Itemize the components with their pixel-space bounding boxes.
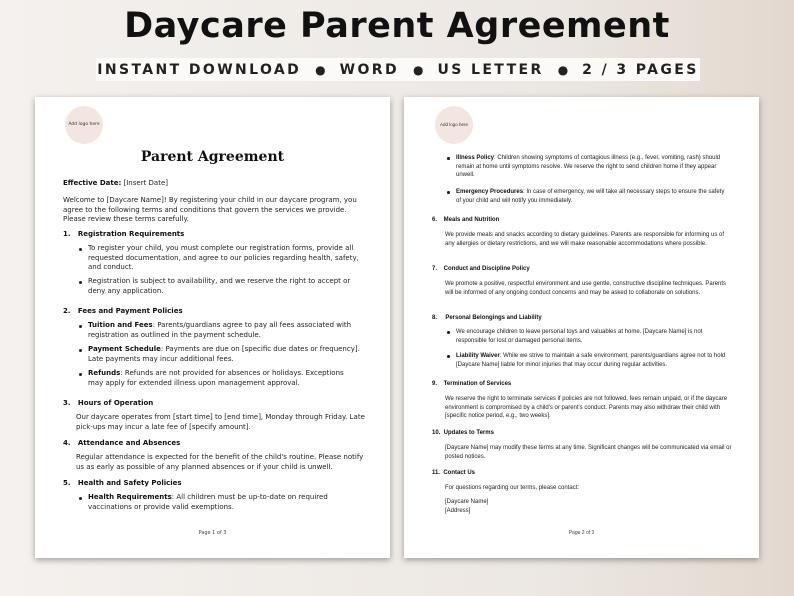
- list-item: [88, 493, 360, 512]
- contact-name: [Daycare Name]: [445, 499, 489, 505]
- list-item: To register your child, you must complete our registration forms, provide all requested documentation, and agree to our policies regarding health, safety, and conduct.: [88, 244, 359, 271]
- bullet-icon: [447, 157, 450, 160]
- section-text: Our daycare operates from [start time] to [end time], Monday through Friday. Late pick-ups may incur a late fee of [specify amount].: [76, 413, 365, 431]
- list-item-text: : Refunds are not provided for absences or holidays. Exceptions may apply for extended illness upon management approval.: [88, 369, 344, 387]
- section-title: 4. Attendance and Absences: [63, 439, 181, 447]
- section-text: We promote a positive, respectful environment and use gentle, constructive discipline techniques. Parents will be informed of any ongoing conduct concerns and may be asked to collaborate on solutions.: [445, 281, 727, 296]
- list-item-label: Liability Waiver: [456, 353, 500, 359]
- list-item: [88, 345, 360, 364]
- document-title: Parent Agreement: [140, 149, 285, 165]
- section-title: 11. Contact Us: [432, 470, 476, 476]
- page-footer: Page 2 of 3: [568, 530, 595, 536]
- list-item: [456, 154, 731, 180]
- list-item-label: Refunds: [88, 369, 121, 377]
- section-title: 8. Personal Belongings and Liability: [432, 315, 542, 321]
- effective-date-value: [Insert Date]: [121, 179, 169, 187]
- logo-placeholder: Add logo here: [435, 106, 473, 144]
- page-footer: Page 1 of 3: [198, 530, 227, 536]
- section-title: 3. Hours of Operation: [63, 399, 154, 407]
- section-text: We reserve the right to terminate services if policies are not followed, fees remain unpaid, or if the daycare environment is compromised by a child's or parent's conduct. Parents may also withdraw their child with [specific notice period, e.g., two weeks].: [445, 396, 728, 419]
- section-title: 10. Updates to Terms: [432, 430, 494, 436]
- section-text: Regular attendance is expected for the benefit of the child's routine. Please notify us as early as possible of any planned absences or if your child is unwell.: [76, 453, 364, 471]
- bullet-icon: [79, 281, 82, 284]
- section-title: 7. Conduct and Discipline Policy: [432, 266, 530, 272]
- section-title: 1. Registration Requirements: [63, 230, 185, 238]
- section-title: 6. Meals and Nutrition: [432, 217, 500, 223]
- bullet-icon: [447, 355, 450, 358]
- list-item-text: : Payments are due on [specific due dates or frequency]. Late payments may incur additional fees.: [88, 345, 360, 363]
- bullet-icon: [79, 349, 82, 352]
- logo-placeholder: Add logo here: [65, 106, 103, 144]
- effective-date-label: Effective Date:: [63, 179, 122, 187]
- document-page-1: [35, 97, 390, 558]
- list-item-text: : While we strive to maintain a safe environment, parents/guardians agree not to hold [Daycare Name] liable for minor injuries that may occur during regular activities.: [456, 353, 726, 368]
- bullet-icon: [447, 191, 450, 194]
- bullet-dot-icon: ●: [557, 62, 569, 77]
- list-item-label: Health Requirements: [88, 493, 172, 501]
- headline: Daycare Parent Agreement: [124, 6, 670, 46]
- bullet-icon: [79, 248, 82, 251]
- banner-item-pages: 2 / 3 PAGES: [582, 61, 699, 78]
- banner-item-instant-download: INSTANT DOWNLOAD: [97, 61, 302, 78]
- bullet-dot-icon: ●: [315, 62, 326, 77]
- bullet-icon: [79, 373, 82, 376]
- bullet-icon: [79, 325, 82, 328]
- section-title: 9. Termination of Services: [432, 381, 512, 387]
- section-text: [Daycare Name] may modify these terms at any time. Significant changes will be communicated via email or posted notices.: [445, 445, 732, 460]
- list-item: We encourage children to leave personal toys and valuables at home. [Daycare Name] is not responsible for lost or damaged personal items.: [456, 329, 703, 344]
- list-item-label: Emergency Procedures: [456, 189, 524, 195]
- bullet-icon: [79, 497, 82, 500]
- effective-date-line: [63, 179, 368, 189]
- document-page-2: [404, 97, 759, 558]
- list-item-label: Tuition and Fees: [88, 321, 153, 329]
- feature-banner: [96, 58, 700, 81]
- section-text: For questions regarding our terms, please contact:: [445, 485, 580, 491]
- list-item: [88, 369, 360, 388]
- intro-paragraph: Welcome to [Daycare Name]! By registering your child in our daycare program, you agree to the following terms and conditions that govern the services we provide. Please review these terms carefully.: [63, 196, 357, 223]
- contact-address: [Address]: [445, 508, 471, 514]
- list-item-label: Payment Schedule: [88, 345, 161, 353]
- section-title: 2. Fees and Payment Policies: [63, 307, 183, 315]
- list-item-text: : Parents/guardians agree to pay all fees associated with registration as outlined in the payment schedule.: [88, 321, 352, 339]
- banner-item-us-letter: US LETTER: [437, 61, 544, 78]
- bullet-dot-icon: ●: [413, 62, 424, 77]
- list-item-text: : All children must be up-to-date on required vaccinations or provide valid exemptions.: [88, 493, 328, 511]
- section-title: 5. Health and Safety Policies: [63, 479, 182, 487]
- list-item-text: : In case of emergency, we will take all necessary steps to ensure the safety of your child and will notify you immediately.: [456, 189, 725, 204]
- list-item-label: Illness Policy: [456, 155, 495, 161]
- section-text: We provide meals and snacks according to dietary guidelines. Parents are responsible for informing us of any allergies or dietary restrictions, and we will make reasonable accommodations where possible.: [445, 232, 725, 247]
- list-item: Registration is subject to availability, and we reserve the right to accept or deny any application.: [88, 277, 351, 295]
- banner-item-word: WORD: [339, 61, 400, 78]
- bullet-icon: [447, 331, 450, 334]
- list-item: [88, 321, 358, 340]
- list-item: [456, 188, 731, 205]
- list-item-text: : Children showing symptoms of contagious illness (e.g., fever, vomiting, rash) should remain at home until symptoms resolve. We reserve the right to send children home if they appear unwell.: [456, 155, 721, 178]
- list-item: [456, 352, 731, 369]
